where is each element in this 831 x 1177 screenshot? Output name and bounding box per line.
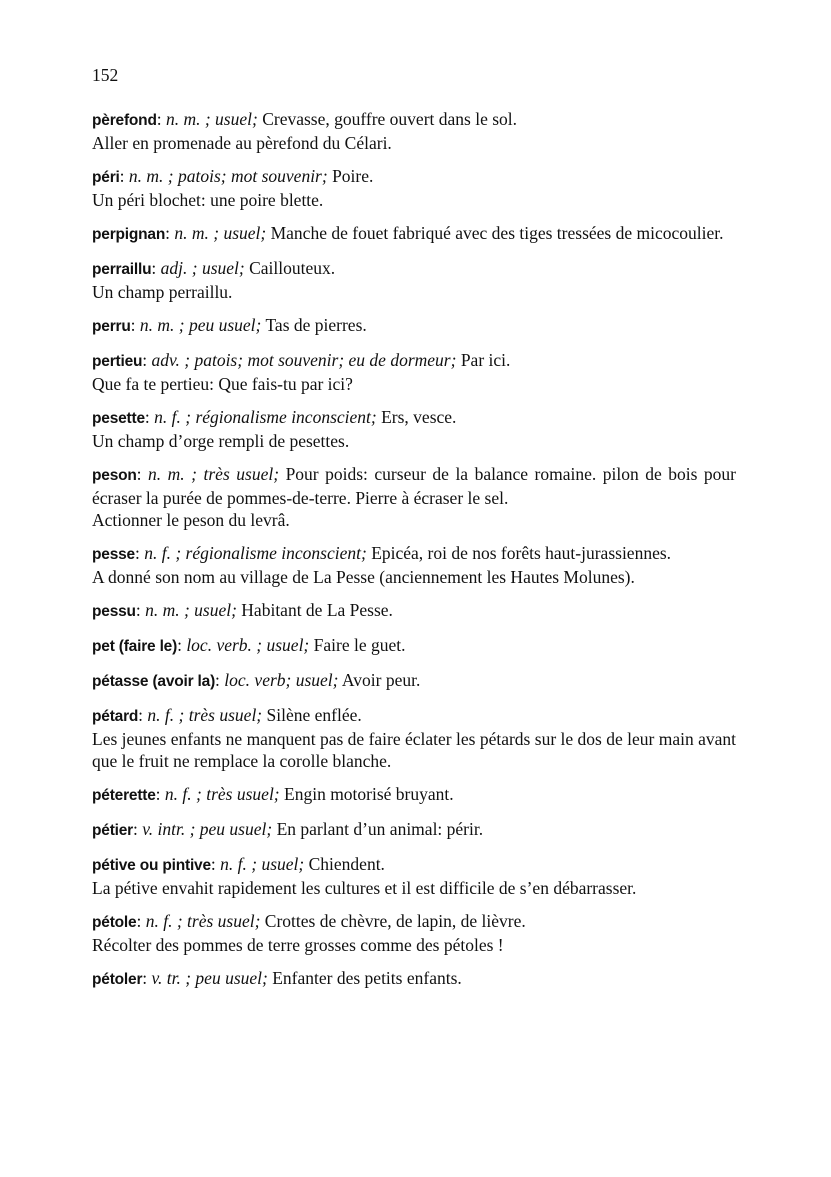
entry-grammar: loc. verb. ; usuel;	[186, 635, 310, 655]
entry-headword: pétard	[92, 708, 139, 725]
dictionary-entry: pesse: n. f. ; régionalisme inconscient; Epicéa, roi de nos forêts haut-jurassiennes. A donné son nom au village de La Pesse (anciennement les Hautes Molunes).	[92, 542, 736, 588]
entry-example: Les jeunes enfants ne manquent pas de faire éclater les pétards sur le dos de leur main avant que le fruit ne remplace la corolle blanche.	[92, 729, 736, 771]
dictionary-entry: pet (faire le): loc. verb. ; usuel; Faire le guet.	[92, 635, 406, 655]
entry-grammar: n. m. ; patois; mot souvenir;	[128, 166, 328, 186]
entry-headword: pessu	[92, 603, 136, 620]
entry-headword: péterette	[92, 787, 156, 804]
entry-example: Un champ d’orge rempli de pesettes.	[92, 431, 350, 451]
entry-grammar: n. m. ; usuel;	[145, 600, 237, 620]
entry-headword: pétoler	[92, 971, 143, 988]
entry-grammar: v. tr. ; peu usuel;	[151, 968, 268, 988]
entry-grammar: n. m. ; peu usuel;	[139, 315, 262, 335]
entry-grammar: n. f. ; régionalisme inconscient;	[154, 407, 377, 427]
entry-headword: pertieu	[92, 353, 143, 370]
dictionary-entry: pétive ou pintive: n. f. ; usuel; Chiendent. La pétive envahit rapidement les cultures et il est difficile de s’en débarrasser.	[92, 853, 736, 899]
dictionary-entry: pèrefond: n. m. ; usuel; Crevasse, gouffre ouvert dans le sol. Aller en promenade au pèrefond du Célari.	[92, 108, 736, 154]
dictionary-entry: pétasse (avoir la): loc. verb; usuel; Avoir peur.	[92, 670, 421, 690]
entry-grammar: v. intr. ; peu usuel;	[142, 819, 273, 839]
dictionary-entry: pétard: n. f. ; très usuel; Silène enflée. Les jeunes enfants ne manquent pas de faire éclater les pétards sur le dos de leur main avant que le fruit ne remplace la corolle blanche.	[92, 705, 736, 771]
entry-headword: pétive ou pintive	[92, 857, 211, 874]
entry-example: La pétive envahit rapidement les cultures et il est difficile de s’en débarrasser.	[92, 878, 637, 898]
dictionary-entry: perraillu: adj. ; usuel; Caillouteux. Un champ perraillu.	[92, 257, 736, 303]
entry-example: Un champ perraillu.	[92, 282, 233, 302]
entry-grammar: n. f. ; très usuel;	[145, 911, 261, 931]
entry-headword: pet (faire le)	[92, 638, 178, 655]
dictionary-entry: péterette: n. f. ; très usuel; Engin motorisé bruyant.	[92, 784, 454, 804]
entry-example: Actionner le peson du levrâ.	[92, 510, 290, 530]
entry-headword: péri	[92, 169, 120, 186]
entry-grammar: n. m. ; usuel;	[165, 109, 258, 129]
entry-grammar: n. f. ; régionalisme inconscient;	[144, 543, 367, 563]
entry-definition: Caillouteux.	[249, 258, 336, 278]
entry-grammar: loc. verb; usuel;	[224, 670, 339, 690]
entry-headword: peson	[92, 467, 137, 484]
dictionary-entry: peson: n. m. ; très usuel; Pour poids: curseur de la balance romaine. pilon de bois pour écraser la purée de pommes-de-terre. Pierre à écraser le sel. Actionner le peson du levrâ.	[92, 464, 736, 530]
entry-definition: Crottes de chèvre, de lapin, de lièvre.	[264, 911, 526, 931]
entry-definition: Pour poids: curseur de la balance romaine. pilon de bois pour écraser la purée de pommes-de-terre. Pierre à écraser le sel.	[92, 464, 736, 508]
entry-definition: Manche de fouet fabriqué avec des tiges tressées de micocoulier.	[270, 223, 724, 243]
dictionary-entry: pesette: n. f. ; régionalisme inconscient; Ers, vesce. Un champ d’orge rempli de pesettes.	[92, 406, 736, 452]
dictionary-entry: péri: n. m. ; patois; mot souvenir; Poire. Un péri blochet: une poire blette.	[92, 165, 736, 211]
entry-grammar: n. m. ; très usuel;	[148, 464, 280, 484]
entry-headword: pétasse (avoir la)	[92, 673, 216, 690]
entry-definition: Crevasse, gouffre ouvert dans le sol.	[262, 109, 518, 129]
entry-definition: Tas de pierres.	[265, 315, 367, 335]
entry-list	[92, 108, 736, 1002]
entry-headword: pesse	[92, 546, 135, 563]
entry-headword: pétole	[92, 914, 137, 931]
entry-headword: perru	[92, 318, 131, 335]
entry-definition: Avoir peur.	[341, 670, 421, 690]
entry-definition: Habitant de La Pesse.	[241, 600, 393, 620]
entry-example: Que fa te pertieu: Que fais-tu par ici?	[92, 374, 353, 394]
entry-grammar: n. f. ; très usuel;	[164, 784, 280, 804]
entry-headword: pesette	[92, 410, 145, 427]
dictionary-entry: perru: n. m. ; peu usuel; Tas de pierres.	[92, 315, 367, 335]
dictionary-entry: pertieu: adv. ; patois; mot souvenir; eu de dormeur; Par ici. Que fa te pertieu: Que fais-tu par ici?	[92, 349, 736, 395]
entry-definition: Ers, vesce.	[381, 407, 457, 427]
entry-headword: perraillu	[92, 261, 152, 278]
entry-definition: Chiendent.	[308, 854, 385, 874]
entry-grammar: n. f. ; usuel;	[220, 854, 305, 874]
entry-example: A donné son nom au village de La Pesse (anciennement les Hautes Molunes).	[92, 567, 635, 587]
entry-grammar: n. f. ; très usuel;	[147, 705, 263, 725]
entry-headword: pèrefond	[92, 112, 157, 129]
entry-definition: Engin motorisé bruyant.	[284, 784, 454, 804]
entry-grammar: n. m. ; usuel;	[174, 223, 267, 243]
entry-headword: pétier	[92, 822, 134, 839]
dictionary-entry: pétole: n. f. ; très usuel; Crottes de chèvre, de lapin, de lièvre. Récolter des pommes de terre grosses comme des pétoles !	[92, 910, 736, 956]
entry-example: Aller en promenade au pèrefond du Célari.	[92, 133, 392, 153]
entry-definition: Enfanter des petits enfants.	[272, 968, 462, 988]
entry-definition: Epicéa, roi de nos forêts haut-jurassiennes.	[371, 543, 672, 563]
dictionary-entry: pétier: v. intr. ; peu usuel; En parlant d’un animal: périr.	[92, 819, 484, 839]
dictionary-entry: pétoler: v. tr. ; peu usuel; Enfanter des petits enfants.	[92, 968, 462, 988]
entry-headword: perpignan	[92, 226, 166, 243]
entry-definition: En parlant d’un animal: périr.	[276, 819, 484, 839]
entry-definition: Silène enflée.	[266, 705, 362, 725]
dictionary-entry: pessu: n. m. ; usuel; Habitant de La Pesse.	[92, 600, 393, 620]
dictionary-entry: perpignan: n. m. ; usuel; Manche de fouet fabriqué avec des tiges tressées de micocoulier.	[92, 223, 724, 243]
entry-grammar: adv. ; patois; mot souvenir; eu de dormeur;	[151, 350, 457, 370]
page-number: 152	[92, 65, 119, 85]
entry-grammar: adj. ; usuel;	[160, 258, 245, 278]
entry-example: Un péri blochet: une poire blette.	[92, 190, 324, 210]
entry-definition: Faire le guet.	[313, 635, 406, 655]
entry-definition: Par ici.	[460, 350, 511, 370]
entry-example: Récolter des pommes de terre grosses comme des pétoles !	[92, 935, 504, 955]
entry-definition: Poire.	[332, 166, 374, 186]
